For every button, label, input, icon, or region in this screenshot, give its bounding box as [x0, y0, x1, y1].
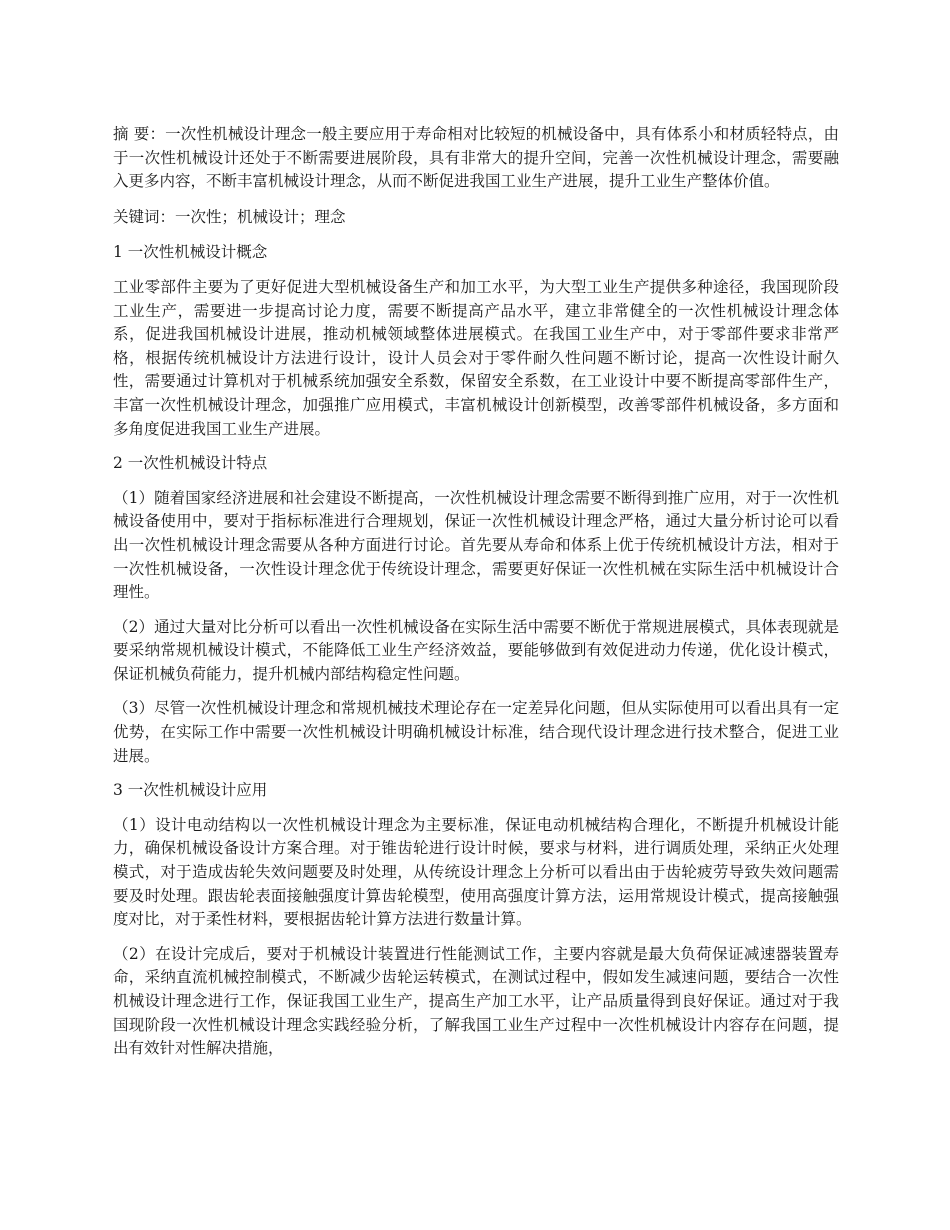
document-page: [113, 123, 839, 1072]
section-2-paragraph-1: （1）随着国家经济进展和社会建设不断提高，一次性机械设计理念需要不断得到推广应用，对于一次性机械设备使用中，要对于指标标准进行合理规划，保证一次性机械设计理念严格，通过大量分析讨论可以看出一次性机械设计理念需要从各种方面进行讨论。首先要从寿命和体系上优于传统机械设计方法，相对于一次性机械设备，一次性设计理念优于传统设计理念，需要更好保证一次性机械在实际生活中机械设计合理性。: [113, 488, 839, 602]
section-1-paragraph-1: 工业零部件主要为了更好促进大型机械设备生产和加工水平，为大型工业生产提供多种途径，我国现阶段工业生产，需要进一步提高讨论力度，需要不断提高产品水平，建立非常健全的一次性机械设计理念体系，促进我国机械设计进展，推动机械领域整体进展模式。在我国工业生产中，对于零部件要求非常严格，根据传统机械设计方法进行设计，设计人员会对于零件耐久性问题不断讨论，提高一次性设计耐久性，需要通过计算机对于机械系统加强安全系数，保留安全系数，在工业设计中要不断提高零部件生产，丰富一次性机械设计理念，加强推广应用模式，丰富机械设计创新模型，改善零部件机械设备，多方面和多角度促进我国工业生产进展。: [113, 277, 839, 438]
section-2-heading: 2 一次性机械设计特点: [113, 454, 268, 473]
section-2-paragraph-2: （2）通过大量对比分析可以看出一次性机械设备在实际生活中需要不断优于常规进展模式，具体表现就是要采纳常规机械设计模式，不能降低工业生产经济效益，要能够做到有效促进动力传递，优化设计模式，保证机械负荷能力，提升机械内部结构稳定性问题。: [113, 617, 839, 683]
section-2-paragraph-3: （3）尽管一次性机械设计理念和常规机械技术理论存在一定差异化问题，但从实际使用可以看出具有一定优势，在实际工作中需要一次性机械设计明确机械设计标准，结合现代设计理念进行技术整合，促进工业进展。: [113, 699, 839, 765]
section-3-paragraph-2: （2）在设计完成后，要对于机械设计装置进行性能测试工作，主要内容就是最大负荷保证减速器装置寿命，采纳直流机械控制模式，不断减少齿轮运转模式，在测试过程中，假如发生减速问题，要结合一次性机械设计理念进行工作，保证我国工业生产，提高生产加工水平，让产品质量得到良好保证。通过对于我国现阶段一次性机械设计理念实践经验分析，了解我国工业生产过程中一次性机械设计内容存在问题，提出有效针对性解决措施，: [113, 944, 839, 1058]
section-3-paragraph-1: （1）设计电动结构以一次性机械设计理念为主要标准，保证电动机械结构合理化，不断提升机械设计能力，确保机械设备设计方案合理。对于锥齿轮进行设计时候，要求与材料，进行调质处理，采纳正火处理模式，对于造成齿轮失效问题要及时处理，从传统设计理念上分析可以看出由于齿轮疲劳导致失效问题需要及时处理。跟齿轮表面接触强度计算齿轮模型，使用高强度计算方法，运用常规设计模式，提高接触强度对比，对于柔性材料，要根据齿轮计算方法进行数量计算。: [113, 815, 839, 929]
section-3-heading: 3 一次性机械设计应用: [113, 781, 268, 800]
section-1-heading: 1 一次性机械设计概念: [113, 243, 268, 262]
keywords-line: 关键词：一次性；机械设计；理念: [113, 207, 346, 226]
abstract-paragraph: 摘 要：一次性机械设计理念一般主要应用于寿命相对比较短的机械设备中，具有体系小和材质轻特点，由于一次性机械设计还处于不断需要进展阶段，具有非常大的提升空间，完善一次性机械设计理念，需要融入更多内容，不断丰富机械设计理念，从而不断促进我国工业生产进展，提升工业生产整体价值。: [113, 125, 839, 191]
